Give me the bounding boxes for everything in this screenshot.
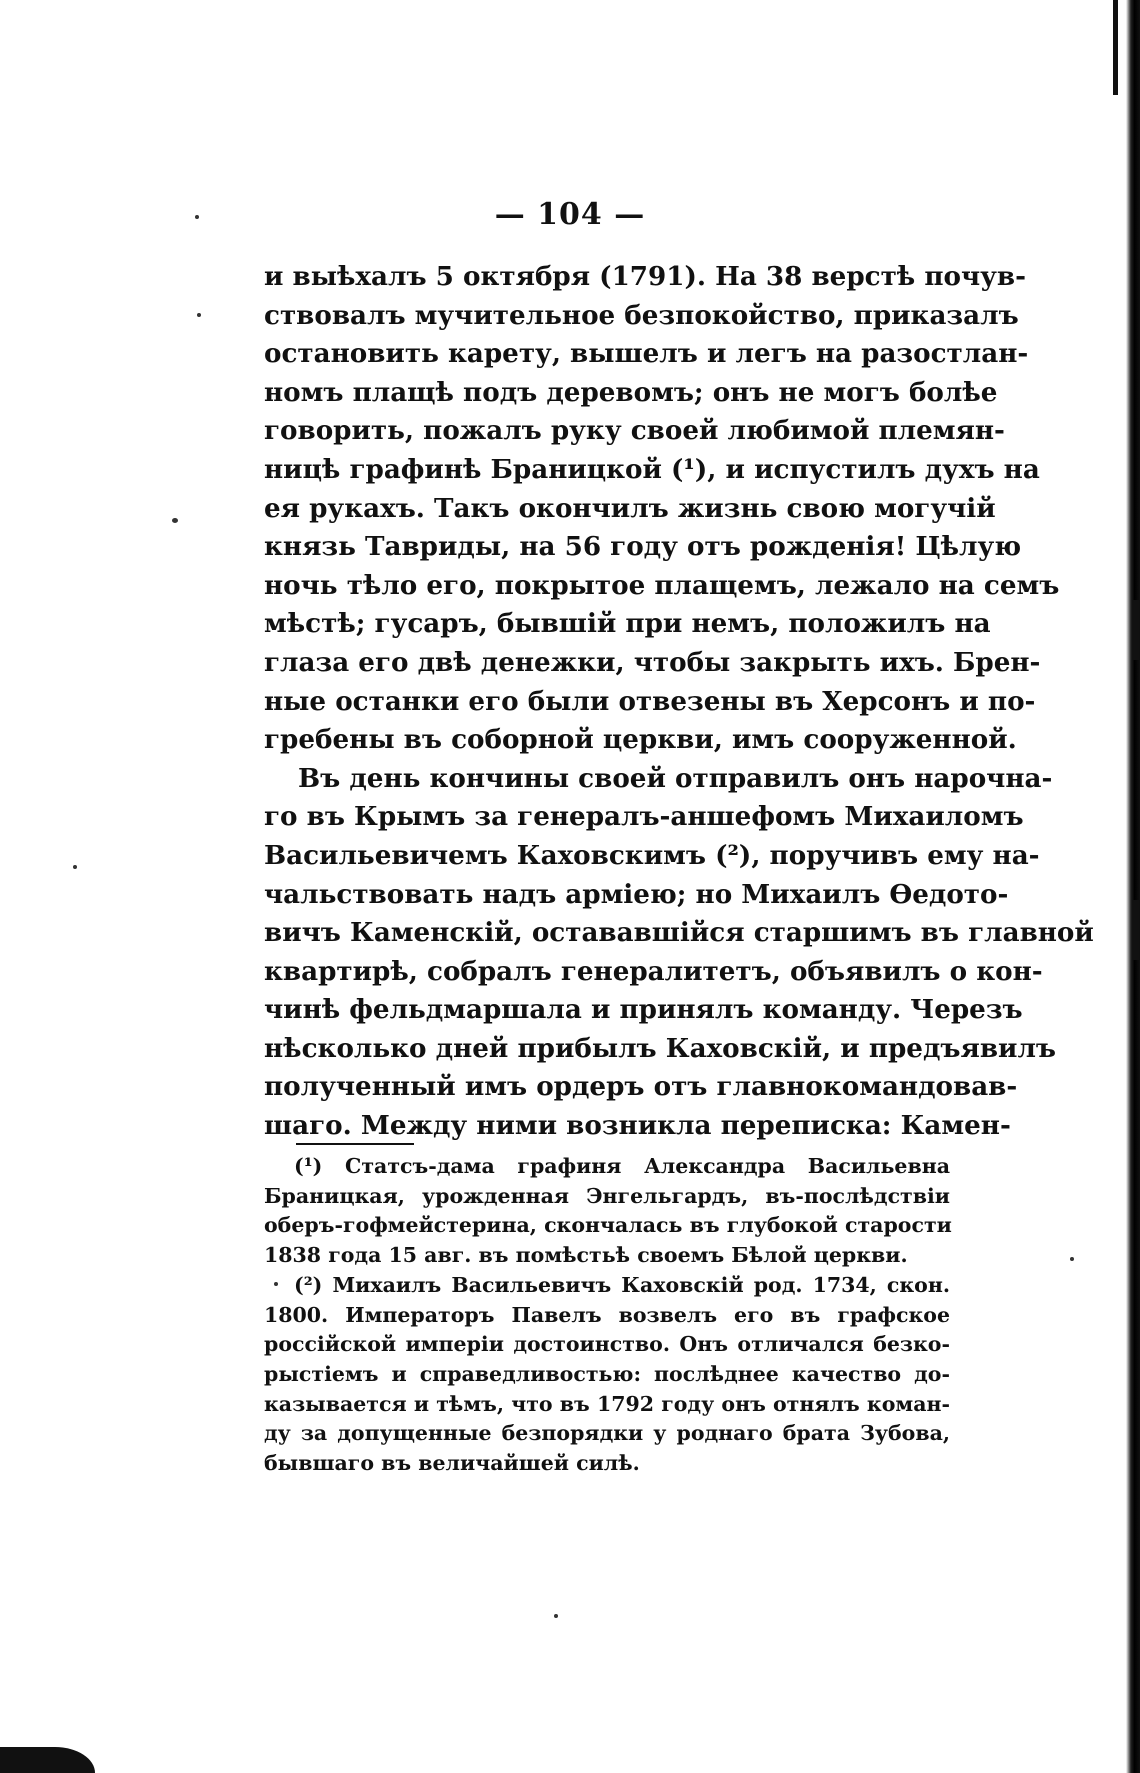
text-line: Васильевичемъ Каховскимъ (²), поручивъ ему на-: [264, 839, 1040, 871]
text-line: чинѣ фельдмаршала и принялъ команду. Черезъ: [264, 994, 1023, 1026]
binding-edge-mark: [1113, 0, 1118, 95]
text-line: вичъ Каменскій, остававшійся старшимъ въ главной: [264, 917, 1094, 949]
footnotes: [264, 1152, 950, 1479]
footnote-line: 1838 года 15 авг. въ помѣстьѣ своемъ Бѣлой церкви.: [264, 1243, 908, 1268]
footnote-line: россійской имперіи достоинство. Онъ отличался безко-: [264, 1332, 950, 1357]
edge-mark: [1133, 600, 1139, 660]
footnote-line: рыстіемъ и справедливостью: послѣднее качество до-: [264, 1361, 950, 1386]
text-line: полученный имъ ордеръ отъ главнокомандовав-: [264, 1071, 1018, 1103]
text-line: ствовалъ мучительное безпокойство, приказалъ: [264, 299, 1019, 331]
ink-speck: [197, 313, 201, 317]
text-line: ницѣ графинѣ Браницкой (¹), и испустилъ духъ на: [264, 453, 1040, 485]
text-line: мѣстѣ; гусаръ, бывшій при немъ, положилъ на: [264, 608, 991, 640]
text-line: номъ плащѣ подъ деревомъ; онъ не могъ болѣе: [264, 376, 998, 408]
text-line: говорить, пожалъ руку своей любимой племян-: [264, 415, 1005, 447]
footnote-line: бывшаго въ величайшей силѣ.: [264, 1451, 640, 1476]
page-number: — 104 —: [494, 197, 646, 232]
text-line: Въ день кончины своей отправилъ онъ нарочна-: [298, 762, 1053, 794]
footnote-line: (²) Михаилъ Васильевичъ Каховскій род. 1734, скон.: [294, 1272, 950, 1297]
text-line: и выѣхалъ 5 октября (1791). На 38 верстѣ почув-: [264, 261, 1026, 292]
footnote-line: (¹) Статсъ-дама графиня Александра Васильевна: [294, 1154, 950, 1178]
footnote-rule: [296, 1143, 414, 1145]
text-line: шаго. Между ними возникла переписка: Камен-: [264, 1110, 1011, 1142]
text-line: чальствовать надъ арміею; но Михаилъ Ѳедото-: [264, 878, 1009, 910]
binding-edge: [1126, 0, 1140, 1773]
ink-speck: [1070, 1257, 1074, 1261]
text-line: остановить карету, вышелъ и легъ на разостлан-: [264, 338, 1029, 370]
footnote-line: казывается и тѣмъ, что въ 1792 году онъ отнялъ коман-: [264, 1391, 950, 1416]
text-line: ные останки его были отвезены въ Херсонъ и по-: [264, 685, 1036, 717]
corner-ink-blot: [0, 1747, 95, 1773]
text-line: ея рукахъ. Такъ окончилъ жизнь свою могучій: [264, 492, 996, 524]
ink-speck: [73, 865, 77, 869]
text-line: глаза его двѣ денежки, чтобы закрыть ихъ. Брен-: [264, 646, 1041, 678]
text-line: квартирѣ, собралъ генералитетъ, объявилъ о кон-: [264, 955, 1043, 987]
text-line: нѣсколько дней прибылъ Каховскій, и предъявилъ: [264, 1032, 1057, 1064]
text-line: ночь тѣло его, покрытое плащемъ, лежало на семъ: [264, 569, 1060, 601]
footnote-line: 1800. Императоръ Павелъ возвелъ его въ графское: [264, 1302, 950, 1327]
edge-mark: [1133, 900, 1139, 960]
footnote-line: Браницкая, урожденная Энгельгардъ, въ-послѣдствіи: [264, 1183, 950, 1208]
text-line: го въ Крымъ за генералъ-аншефомъ Михаиломъ: [264, 801, 1024, 833]
main-text: [264, 258, 1094, 1146]
ink-speck: [554, 1614, 558, 1618]
footnote-line: оберъ-гофмейстерина, скончалась въ глубокой старости: [264, 1213, 952, 1238]
text-line: князь Тавриды, на 56 году отъ рожденія! Цѣлую: [264, 531, 1022, 563]
ink-speck: [172, 518, 178, 523]
text-line: гребены въ соборной церкви, имъ сооруженной.: [264, 724, 1017, 756]
footnote-line: ду за допущенные безпорядки у роднаго брата Зубова,: [264, 1421, 950, 1446]
